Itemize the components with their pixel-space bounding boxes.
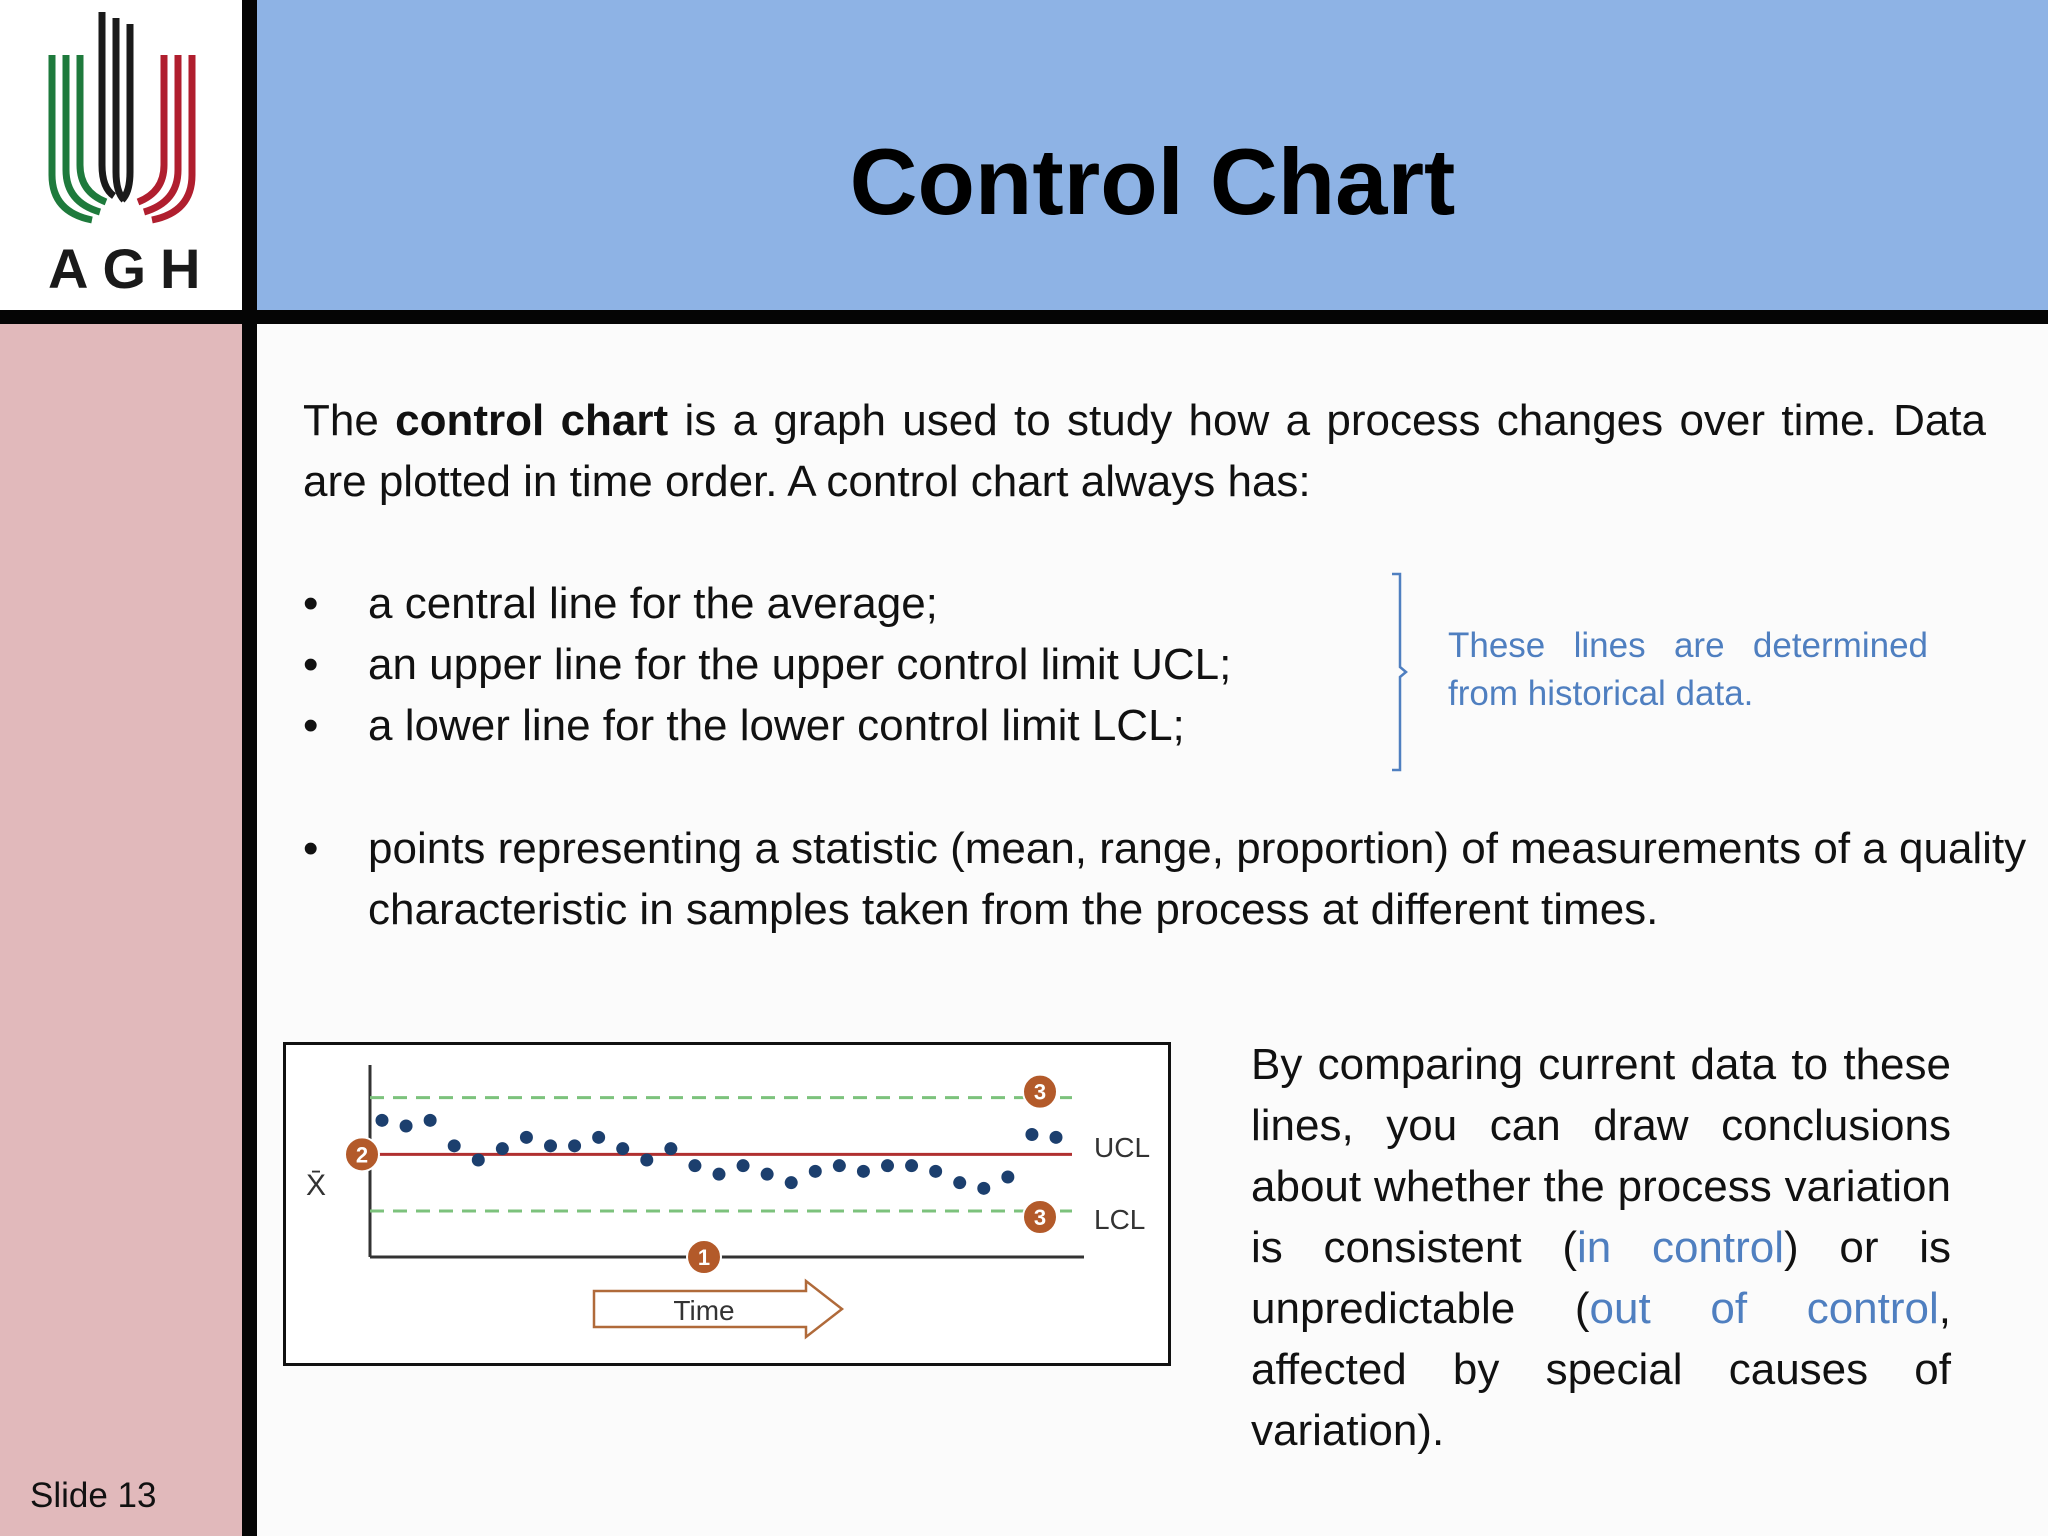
data-point bbox=[1050, 1131, 1063, 1144]
conclusion-text-2: ) or is unpredictable ( bbox=[1251, 1223, 1952, 1333]
data-point bbox=[544, 1139, 557, 1152]
conclusion-text-3: , affected by special causes of variation). bbox=[1251, 1284, 1951, 1455]
out-of-control-term: out of control bbox=[1589, 1284, 1939, 1333]
marker-label: 2 bbox=[355, 1142, 369, 1168]
data-point bbox=[448, 1139, 461, 1152]
limits-list bbox=[303, 573, 1383, 756]
list-item-text: an upper line for the upper control limit UCL; bbox=[368, 640, 1232, 689]
bullet-icon: • bbox=[303, 824, 319, 873]
points-list bbox=[303, 818, 2048, 940]
data-point bbox=[472, 1154, 485, 1167]
intro-text-start: The bbox=[303, 396, 396, 445]
slide-number: Slide 13 bbox=[30, 1476, 157, 1515]
data-point bbox=[400, 1120, 413, 1133]
data-point bbox=[664, 1142, 677, 1155]
marker-label: 3 bbox=[1033, 1205, 1047, 1230]
data-point bbox=[376, 1114, 389, 1127]
data-point bbox=[713, 1168, 726, 1181]
data-point bbox=[1001, 1171, 1014, 1184]
list-item-text: points representing a statistic (mean, range, proportion) of measurements of a quality characteristic in samples taken from the process at different times. bbox=[368, 824, 2027, 934]
time-label: Time bbox=[673, 1295, 735, 1326]
list-item bbox=[303, 573, 1383, 634]
list-item bbox=[303, 818, 2048, 940]
data-point bbox=[761, 1168, 774, 1181]
data-point bbox=[688, 1159, 701, 1172]
bullet-icon: • bbox=[303, 640, 319, 689]
data-point bbox=[568, 1139, 581, 1152]
right-brace-icon bbox=[1390, 572, 1414, 772]
marker-label: 1 bbox=[697, 1245, 711, 1270]
data-point bbox=[809, 1165, 822, 1178]
header-divider bbox=[0, 310, 2048, 324]
center-line-label: X̄ bbox=[306, 1169, 327, 1202]
data-point bbox=[520, 1131, 533, 1144]
vertical-divider bbox=[242, 0, 257, 1536]
brace-note: These lines are determined from historical data. bbox=[1448, 626, 1928, 713]
list-item bbox=[303, 695, 1383, 756]
control-chart bbox=[286, 1045, 1168, 1363]
data-point bbox=[785, 1176, 798, 1189]
data-point bbox=[1025, 1128, 1038, 1141]
data-point bbox=[929, 1165, 942, 1178]
data-point bbox=[953, 1176, 966, 1189]
data-point bbox=[592, 1131, 605, 1144]
data-point bbox=[881, 1159, 894, 1172]
logo-text: AGH bbox=[48, 237, 215, 300]
logo-panel bbox=[0, 0, 242, 310]
list-item bbox=[303, 634, 1383, 695]
intro-paragraph bbox=[303, 390, 1986, 512]
ucl-label: UCL bbox=[1094, 1132, 1151, 1163]
list-item-text: a lower line for the lower control limit LCL; bbox=[368, 701, 1185, 750]
conclusion-text-1: By comparing current data to these lines, you can draw conclusions about whether the process variation is consistent ( bbox=[1251, 1040, 1951, 1272]
intro-text-end: is a graph used to study how a process changes over time. Data are plotted in time order. A control chart always has: bbox=[303, 396, 1987, 506]
bullet-icon: • bbox=[303, 701, 319, 750]
intro-bold-term: control chart bbox=[395, 396, 669, 445]
data-point bbox=[616, 1142, 629, 1155]
side-bar bbox=[0, 324, 242, 1536]
agh-logo-icon bbox=[0, 0, 242, 230]
page-title: Control Chart bbox=[849, 129, 1456, 234]
in-control-term: in control bbox=[1576, 1223, 1785, 1272]
data-point bbox=[640, 1154, 653, 1167]
data-point bbox=[905, 1159, 918, 1172]
data-point bbox=[857, 1165, 870, 1178]
marker-label: 3 bbox=[1033, 1079, 1047, 1105]
chart-frame bbox=[283, 1042, 1171, 1366]
lcl-label: LCL bbox=[1094, 1204, 1146, 1235]
data-point bbox=[977, 1182, 990, 1195]
bullet-icon: • bbox=[303, 579, 319, 628]
data-point bbox=[737, 1159, 750, 1172]
conclusion-paragraph bbox=[1251, 1034, 1951, 1461]
list-item-text: a central line for the average; bbox=[368, 579, 938, 628]
data-point bbox=[496, 1142, 509, 1155]
data-point bbox=[424, 1114, 437, 1127]
data-point bbox=[833, 1159, 846, 1172]
